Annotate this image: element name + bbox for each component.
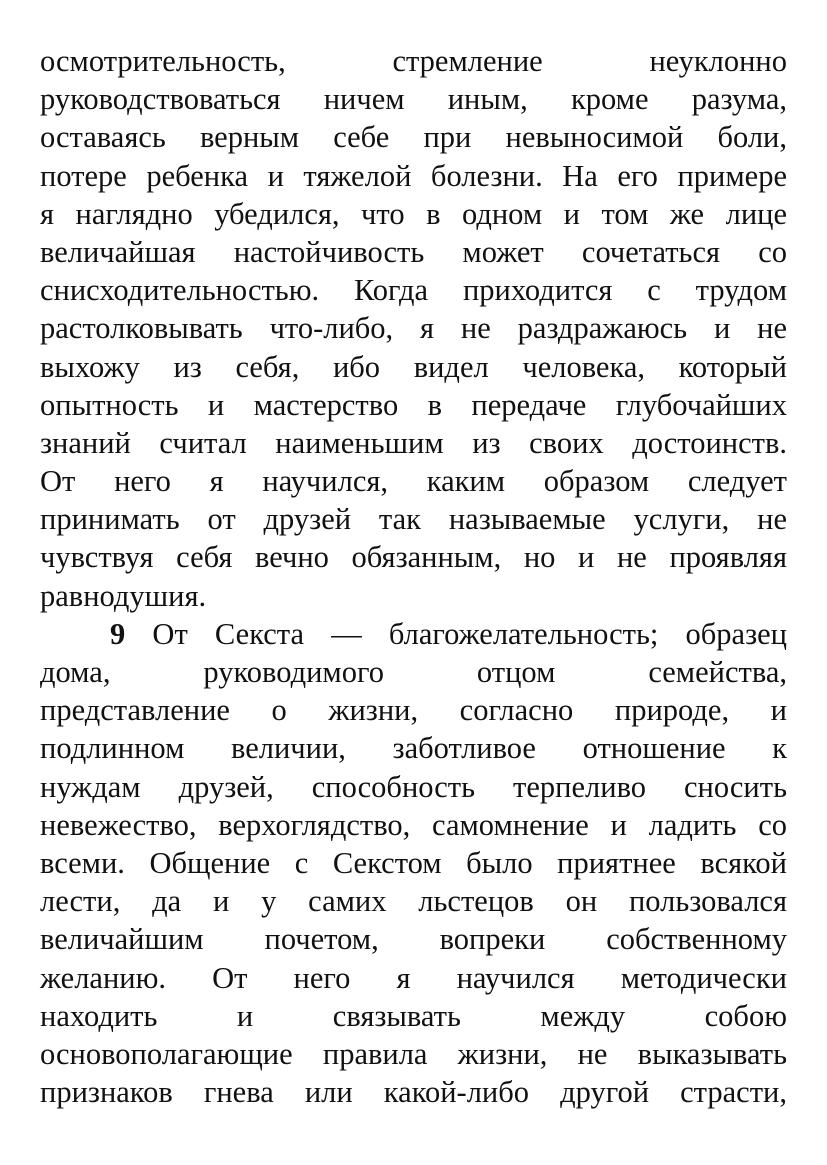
text-line: находить и связывать между собою <box>40 998 787 1033</box>
text-line: выхожу из себя, ибо видел человека, который <box>40 349 787 384</box>
text-line: осмотрительность, стремление неуклонно <box>40 44 787 78</box>
text-line: всеми. Общение с Секстом было приятнее всякой <box>40 845 787 880</box>
text-line: оставаясь верным себе при невыносимой боли, <box>40 120 787 155</box>
section-number: 9 <box>110 616 126 651</box>
section-first-line-text: От Секста — благожелательность; образец <box>125 616 787 651</box>
text-line: величайшим почетом, вопреки собственному <box>40 922 787 957</box>
text-line: представление о жизни, согласно природе, и <box>40 693 787 728</box>
paragraph-section-9 <box>40 615 787 1111</box>
text-line: равнодушия. <box>40 578 207 613</box>
text-line: величайшая настойчивость может сочетаться со <box>40 234 787 269</box>
text-line: принимать от друзей так называемые услуги, не <box>40 502 787 537</box>
text-line: я наглядно убедился, что в одном и том же лице <box>40 196 787 231</box>
text-line: снисходительностью. Когда приходится с трудом <box>40 273 787 308</box>
text-line: растолковывать что-либо, я не раздражаюсь и не <box>40 311 787 346</box>
text-line: нуждам друзей, способность терпеливо сносить <box>40 769 787 804</box>
text-line: дома, руководимого отцом семейства, <box>40 655 787 689</box>
text-line: лести, да и у самих льстецов он пользовался <box>40 884 787 919</box>
text-line: желанию. От него я научился методически <box>40 960 787 995</box>
text-line: подлинном величии, заботливое отношение к <box>40 731 787 766</box>
text-line: руководствоваться ничем иным, кроме разума, <box>40 82 787 117</box>
text-line: опытность и мастерство в передаче глубочайших <box>40 387 787 422</box>
text-line: невежество, верхоглядство, самомнение и ладить со <box>40 807 787 842</box>
paragraph-continuation <box>40 42 787 615</box>
text-line: основополагающие правила жизни, не выказывать <box>40 1036 787 1071</box>
text-line: потере ребенка и тяжелой болезни. На его примере <box>40 158 787 193</box>
text-line: чувствуя себя вечно обязанным, но и не проявляя <box>40 540 787 575</box>
text-line: признаков гнева или какой-либо другой страсти, <box>40 1075 787 1110</box>
text-line: От него я научился, каким образом следует <box>40 464 787 499</box>
document-page <box>40 42 787 1111</box>
text-line: знаний считал наименьшим из своих достоинств. <box>40 425 787 460</box>
section-first-line <box>40 615 787 653</box>
